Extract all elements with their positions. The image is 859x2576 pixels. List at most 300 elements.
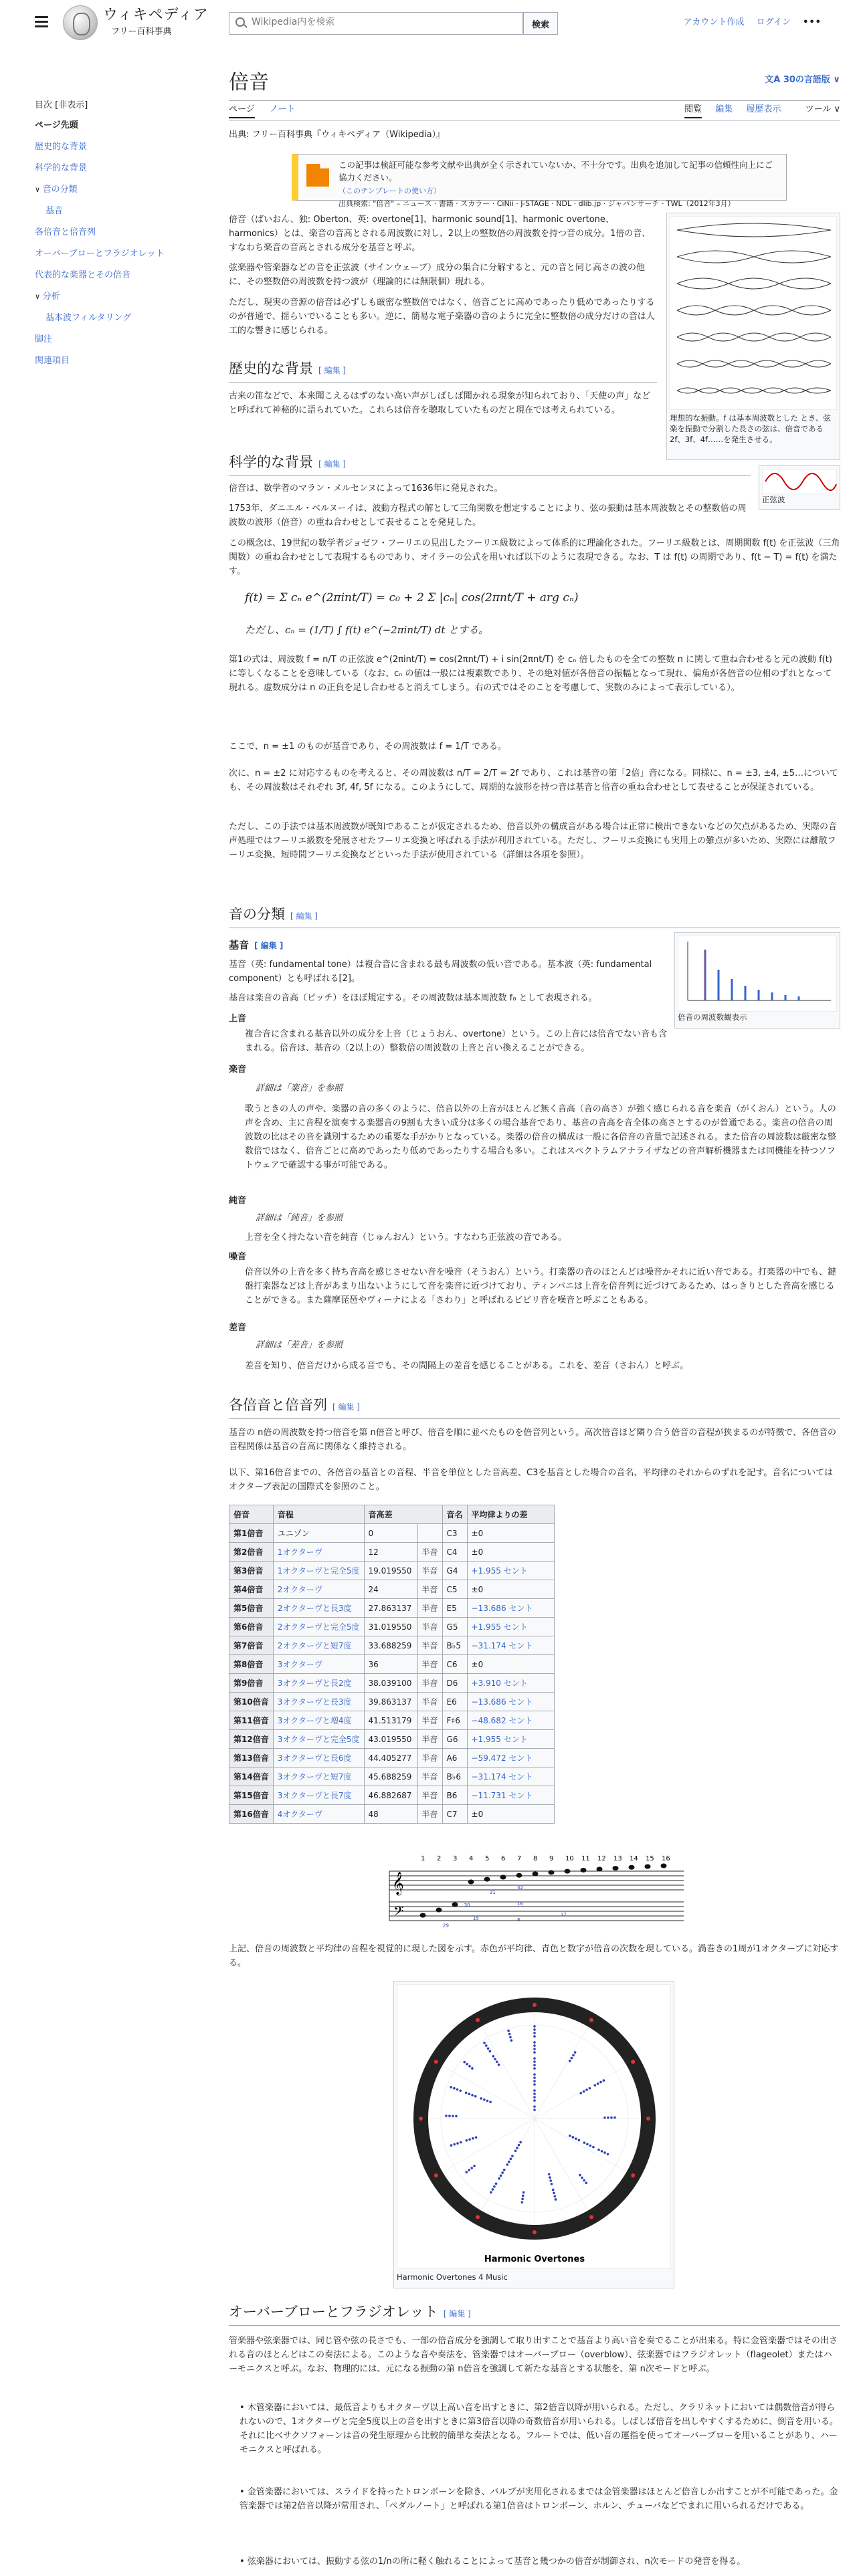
tab-note[interactable]: ノート [269,104,296,114]
toc-item-notes[interactable]: 脚注 [35,334,53,344]
edit-link[interactable]: [ 編集 ] [443,2309,471,2319]
harmonic-dot [483,2042,486,2044]
harmonic-dot [533,2057,536,2060]
table-header: 平均律よりの差 [467,1505,554,1524]
harmonic-number: 2 [437,1855,442,1862]
harmonic-label: 17 [560,1912,567,1918]
equal-temperament-mark [589,2018,593,2022]
harmonic-dot [569,2135,571,2137]
table-row [229,1693,555,1711]
harmonic-number: 8 [533,1855,538,1862]
harmonic-dot [589,2145,592,2147]
harmonic-circle-image[interactable] [397,1984,671,2269]
harmonic-dot [511,2155,514,2157]
harmonic-dot [603,2117,606,2119]
harmonic-dot [533,2083,536,2086]
harmonic-dot [485,2044,488,2047]
score-note [581,1868,587,1872]
harmonic-dot [522,2191,525,2194]
from-note: 出典: フリー百科事典『ウィキペディア（Wikipedia）』 [229,130,446,140]
score-note [645,1864,651,1869]
table-cell[interactable]: +1.955 セント [467,1562,554,1580]
tab-edit[interactable]: 編集 [715,104,733,114]
table-cell[interactable]: 3オクターヴと長2度 [273,1674,364,1693]
table-header: 音名 [442,1505,467,1524]
table-cell: 第7倍音 [229,1636,274,1655]
spectrum-image[interactable] [678,936,837,1012]
harmonic-dot [553,2195,556,2197]
table-row [229,1674,555,1693]
table-cell: 43.019550 [364,1730,417,1749]
harmonic-number: 7 [517,1855,522,1862]
pitch-ray [443,2066,535,2119]
science-paragraph-5: ここで、n = ±1 のものが基音であり、その周波数は f = 1/T である。 [229,742,507,752]
harmonic-dot [581,2177,583,2179]
difference-text: 差音を知り、倍音だけから成る音でも、その間隔上の差音を感じることがある。これを、差音（さおん）と呼ぶ。 [245,1361,689,1371]
score-note [420,1913,426,1918]
pitch-ray [535,2119,587,2210]
harmonic-dot [465,2171,468,2173]
harmonic-dot [510,2157,512,2160]
score-note [533,1872,539,1876]
harmonic-dot [549,2176,551,2179]
table-row [229,1730,555,1749]
table-cell: C4 [442,1543,467,1562]
harmonic-dot [468,2092,471,2095]
table-cell[interactable]: 2オクターヴ [273,1580,364,1599]
table-cell: C6 [442,1655,467,1674]
table-cell[interactable]: −31.174 セント [467,1636,554,1655]
table-cell: ±0 [467,1543,554,1562]
toc-item-analysis[interactable]: ∨ 分析 [35,290,182,311]
harmonic-dot [445,2115,448,2117]
table-cell[interactable]: +1.955 セント [467,1730,554,1749]
table-cell[interactable]: 3オクターヴ [273,1655,364,1674]
table-cell: E5 [442,1599,467,1618]
table-cell: 半音 [417,1543,442,1562]
table-cell[interactable]: 4オクターヴ [273,1805,364,1824]
table-cell: 第12倍音 [229,1730,274,1749]
score-note [452,1903,458,1907]
harmonic-dot [552,2189,555,2191]
harmonic-number: 10 [565,1855,574,1862]
harmonic-dot [475,2136,478,2139]
sine-wave-image[interactable] [762,469,837,494]
harmonic-dot [450,2144,453,2147]
tab-page[interactable]: ページ [229,104,255,118]
table-row [229,1599,555,1618]
harmonic-number: 4 [469,1855,474,1862]
table-row [229,1636,555,1655]
figure-caption: 正弦波 [762,495,785,504]
table-cell[interactable]: 1オクターヴと完全5度 [273,1562,364,1580]
table-cell: F♯6 [442,1711,467,1730]
harmonic-dot [518,2144,520,2147]
view-tabs [674,103,840,117]
hatnote-difference: 詳細は「差音」を参照 [256,1340,343,1350]
divider [229,120,840,121]
term-noise: 噪音 [229,1252,247,1262]
table-cell: 第8倍音 [229,1655,274,1674]
harmonic-dot [594,2084,597,2086]
more-options-icon[interactable]: ••• [803,17,822,27]
harmonic-dot [585,2181,587,2184]
table-cell: 第9倍音 [229,1674,274,1693]
table-row [229,1562,555,1580]
string-modes-image[interactable] [670,216,837,410]
harmonic-dot [456,2088,459,2091]
toc-item-related[interactable]: 関連項目 [35,355,70,366]
table-cell: D6 [442,1674,467,1693]
table-cell: 第16倍音 [229,1805,274,1824]
harmonic-dot [503,2169,506,2171]
harmonic-number: 3 [453,1855,458,1862]
treble-clef-icon: 𝄞 [392,1872,404,1895]
table-cell[interactable]: −59.472 セント [467,1749,554,1767]
harmonic-dot [486,2100,489,2103]
score-note [436,1908,442,1913]
figure-caption: 理想的な振動。f は基本周波数とした とき、弦楽を振動で分割した長さの弦は、倍音である2f、3f、4f……を発生させる。 [670,413,831,444]
table-cell: 31.019550 [364,1618,417,1636]
harmonic-dot [597,2082,599,2085]
pitch-ray [535,2027,587,2119]
harmonic-dot [607,2117,609,2119]
table-header: 音高差 [364,1505,442,1524]
table-cell: 44.405277 [364,1749,417,1767]
table-cell[interactable]: 3オクターヴと増4度 [273,1711,364,1730]
table-cell[interactable]: 3オクターヴと長7度 [273,1786,364,1805]
toc-item-instruments[interactable]: 代表的な楽器とその倍音 [35,270,131,280]
string-vibration-figure [666,213,840,460]
harmonic-dot [489,2050,492,2053]
table-row [229,1543,555,1562]
table-cell: 27.863137 [364,1599,417,1618]
equal-temperament-mark [631,2173,635,2177]
overblow-bullet-string: • 弦楽器においては、振動する弦の1/nの所に軽く触れることによって基音と幾つかの倍音が制御され、n次モードの発音を得る。 [240,2557,746,2567]
toc-item-top[interactable]: ページ先頭 [35,120,78,130]
table-cell[interactable]: 3オクターヴと完全5度 [273,1730,364,1749]
table-cell: 半音 [417,1674,442,1693]
edit-link[interactable]: [ 編集 ] [318,366,346,375]
equal-temperament-mark [533,2003,537,2007]
noise-text: 倍音以外の上音を多く持ち音高を感じさせない音を噪音（そうおん）という。打楽器の音のほとんどは噪音かそれに近い音である。打楽器の中でも、鍵盤打楽器などは上音があまり出ないようにして音を楽音に近づけており、ティンパニは上音を倍音列に近づけてあるため、はっきりとした音高を感じることができる。また薩摩琵琶やヴィーナによる「さわり」と呼ばれるビビリ音を噪音と呼ぶこともある。 [245,1267,837,1305]
science-paragraph-3: この概念は、19世紀の数学者ジョゼフ・フーリエの見出したフーリエ級数によって体系的に理論化された。フーリエ級数とは、周期関数 f(t) を正弦波（三角関数）の重ね合わせとして表現するものであり、オイラーの公式を用いれば以下のように表現できる。なお、T は f(t) の周期であり、f(t − T) = f(t) を満たす。 [229,538,840,576]
harmonic-number: 9 [549,1855,554,1862]
harmonic-label: 31 [489,1890,496,1896]
harmonic-table [229,1505,555,1824]
science-paragraph-1: 倍音は、数学者のマラン・メルセンヌによって1636年に発見された。 [229,484,503,494]
harmonic-circle-figure [393,1981,674,2288]
toc-title[interactable]: 目次 [非表示] [35,100,88,110]
series-paragraph-2: 以下、第16倍音までの、各倍音の基音との音程、半音を単位とした音高差、C3を基音とした場合の音名、平均律のそれからのずれを記す。音名についてはオクターブ表記の国際式を参照のこと。 [229,1468,834,1492]
harmonic-dot [551,2183,553,2185]
table-cell: 半音 [417,1580,442,1599]
table-cell: 第3倍音 [229,1562,274,1580]
table-cell: 半音 [417,1562,442,1580]
table-cell: 半音 [417,1767,442,1786]
harmonic-dot [516,2147,518,2149]
figure-caption: 倍音の周波数観表示 [678,1012,747,1022]
overblow-bullet-woodwind: • 木管楽器においては、最低音よりもオクターヴ以上高い音を出すときに、第2倍音以降が用いられる。ただし、クラリネットにおいては偶数倍音が得られないので、1オクターヴと完全5度以上の音を出すときに第3倍音以降の奇数倍音が用いられる。しばしば倍音を出しやすくするために、倒音を用いる。それに比べサクソフォーンは音の発生原理から比較的簡単な奏法となる。フルートでは、低い音の運指を使ってオーバーブローを用いることがあり、ハーモニクスと呼ばれる。 [240,2403,839,2455]
table-cell: B♭5 [442,1636,467,1655]
harmonic-dot [522,2194,524,2197]
equal-temperament-mark [476,2018,480,2022]
harmonic-dot [450,2086,452,2088]
table-cell: 36 [364,1655,417,1674]
table-cell: 第4倍音 [229,1580,274,1599]
edit-link[interactable]: [ 編集 ] [254,941,284,950]
harmonic-dot [455,2115,458,2118]
table-cell: 45.688259 [364,1767,417,1786]
wikipedia-logo-icon[interactable] [63,5,98,40]
search-input[interactable] [252,17,506,27]
table-row [229,1786,555,1805]
table-cell: A6 [442,1749,467,1767]
term-music: 楽音 [229,1065,247,1075]
equal-temperament-mark [434,2173,438,2177]
tagline: フリー百科事典 [111,27,172,37]
toc-item-fundamental[interactable]: 基音 [45,205,64,216]
harmonic-dot [548,2173,551,2175]
section-heading-series: 各倍音と倍音列 [ 編集 ] [229,1395,840,1419]
template-usage-link[interactable]: （このテンプレートの使い方） [339,187,442,195]
harmonic-dot [533,2109,536,2111]
harmonic-dot [599,2081,602,2084]
upper-text: 複合音に含まれる基音以外の成分を上音（じょうおん、overtone）という。この上音には倍音でない音も含まれる。倍音は、基音の（2以上の）整数倍の周波数の上音と言い換えることができる。 [245,1029,668,1053]
table-cell: ユニゾン [273,1524,364,1543]
history-paragraph: 古来の笛などで、本来聞こえるはずのない高い声がしばしば聞かれる現象が知られており、「天使の声」などと呼ばれて神秘的に語られていた。これらは倍音を聴取していたものだと現在では考えられている。 [229,391,651,415]
harmonic-dot [603,2151,606,2154]
edit-link[interactable]: [ 編集 ] [332,1402,360,1412]
harmonic-number: 13 [613,1855,622,1862]
harmonic-dot [498,2064,500,2066]
table-cell: 半音 [417,1711,442,1730]
search-button[interactable]: 検索 [523,12,558,35]
harmonic-dot [494,2058,496,2060]
table-cell: 第2倍音 [229,1543,274,1562]
score-note [500,1874,506,1879]
table-cell: ±0 [467,1580,554,1599]
table-cell: 39.863137 [364,1693,417,1711]
harmonic-dot [533,2048,536,2050]
intro-paragraph-2: 弦楽器や管楽器などの音を正弦波（サインウェーブ）成分の集合に分解すると、元の音と同じ高さの波の他に、その整数倍の周波数を持つ波が（理論的には無限個）現れる。 [229,263,646,287]
harmonic-dot [473,2165,476,2167]
harmonic-dot [553,2192,555,2195]
maintenance-notice [292,154,787,208]
harmonic-dot [597,2149,600,2151]
harmonic-dot [533,2028,536,2031]
table-cell[interactable]: 3オクターヴと長6度 [273,1749,364,1767]
harmonic-dot [489,2101,492,2103]
table-cell[interactable]: 2オクターヴと短7度 [273,1636,364,1655]
harmonic-dot [583,2141,586,2144]
harmonic-dot [506,2163,508,2166]
tab-read[interactable]: 閲覧 [684,104,702,118]
harmonic-dot [466,2063,468,2066]
table-cell[interactable]: −13.686 セント [467,1599,554,1618]
language-button[interactable]: 文A 30の言語版 ∨ [765,75,840,85]
harmonic-dot [569,2060,571,2062]
table-cell: 半音 [417,1749,442,1767]
toc-item-classification[interactable]: ∨ 音の分類 [35,183,182,204]
equal-temperament-mark [476,2215,480,2219]
table-cell[interactable]: 2オクターヴと完全5度 [273,1618,364,1636]
score-note [613,1866,619,1870]
harmonic-number: 5 [485,1855,490,1862]
harmonic-dot [533,2092,536,2095]
harmonic-dot [533,2073,536,2076]
tab-tools[interactable]: ツール ∨ [805,104,840,114]
fundamental-paragraph-1: 基音（英: fundamental tone）は複合音に含まれる最も周波数の低い音である。基本波（英: fundamental component）とも呼ばれる[2]。 [229,960,652,984]
table-cell[interactable]: +1.955 セント [467,1618,554,1636]
table-cell[interactable]: −31.174 セント [467,1767,554,1786]
harmonic-dot [586,2143,589,2146]
harmonic-dot [510,2039,513,2042]
harmonic-series-score[interactable] [383,1851,690,1931]
harmonic-dot [452,2115,454,2117]
table-cell: 46.882687 [364,1786,417,1805]
harmonic-number: 11 [581,1855,590,1862]
toc-item-filtering[interactable]: 基本波フィルタリング [45,312,132,323]
harmonic-dot [501,2171,504,2174]
harmonic-label: 15 [472,1916,479,1922]
table-cell: G5 [442,1618,467,1636]
table-cell: 半音 [417,1599,442,1618]
table-cell[interactable]: +3.910 セント [467,1674,554,1693]
table-cell: 半音 [417,1618,442,1636]
term-difference: 差音 [229,1323,247,1333]
namespace-tabs [229,103,308,117]
table-cell[interactable]: 2オクターヴと長3度 [273,1599,364,1618]
harmonic-dot [533,2032,536,2034]
harmonic-dot [533,2080,536,2082]
pitch-ray [535,2119,626,2171]
table-cell[interactable]: 3オクターヴと短7度 [273,1767,364,1786]
harmonic-dot [579,2174,581,2177]
main-menu-icon[interactable] [35,16,48,27]
harmonic-dot [613,2117,616,2119]
table-cell: 第5倍音 [229,1599,274,1618]
equal-temperament-mark [533,2230,537,2234]
table-row [229,1711,555,1730]
equal-temperament-mark [589,2215,593,2219]
fundamental-paragraph-2: 基音は楽音の音高（ピッチ）をほぼ規定する。その周波数は基本周波数 f₀ として表現される。 [229,993,597,1003]
score-note [484,1877,490,1882]
table-cell [417,1524,442,1543]
harmonic-dot [555,2198,557,2201]
equal-temperament-mark [646,2117,650,2121]
site-header [0,0,859,48]
toc-item-history[interactable]: 歴史的な背景 [35,141,88,152]
harmonic-dot [509,2036,512,2039]
harmonic-dot [459,2089,462,2092]
table-cell: B6 [442,1786,467,1805]
pitch-ray [482,2027,535,2119]
section-heading-classification: 音の分類 [ 編集 ] [229,904,840,928]
harmonic-dot [472,2137,474,2140]
table-row [229,1655,555,1674]
table-of-contents [35,99,182,375]
table-cell[interactable]: 1オクターヴ [273,1543,364,1562]
equal-temperament-mark [631,2060,635,2064]
harmonic-dot [533,2105,536,2108]
bass-clef-icon: 𝄢 [393,1903,404,1922]
table-header: 音程 [273,1505,364,1524]
harmonic-dot [456,2142,459,2145]
harmonic-label: 29 [442,1923,449,1929]
harmonic-dot [495,2183,498,2185]
toc-item-overblow[interactable]: オーバーブローとフラジオレット [35,248,165,259]
table-cell: 半音 [417,1786,442,1805]
table-cell: B♭6 [442,1767,467,1786]
harmonic-dot [453,2087,456,2090]
table-cell: 第13倍音 [229,1749,274,1767]
harmonic-dot [533,2064,536,2066]
table-cell[interactable]: −11.731 セント [467,1786,554,1805]
harmonic-dot [533,2051,536,2054]
harmonic-dot [498,2177,500,2180]
pure-text: 上音を全く持たない音を純音（じゅんおん）という。すなわち正弦波の音である。 [245,1232,567,1243]
table-cell[interactable]: −13.686 セント [467,1693,554,1711]
wordmark[interactable]: ウィキペディア [103,7,209,23]
harmonic-dot [480,2097,482,2100]
science-paragraph-6: 次に、n = ±2 に対応するものを考えると、その周波数は n/T = 2/T = 2f であり、これは基音の第「2倍」音になる。同様に、n = ±3, ±4, ±5…についても、その周波数はそれぞれ 3f, 4f, 5f になる。このようにして、周期的な波形を持つ音は基音と倍音の重ね合わせとして表せることが保証されている。 [229,768,838,792]
spectrum-figure [674,932,840,1029]
harmonic-dot [601,2150,603,2153]
table-cell[interactable]: −48.682 セント [467,1711,554,1730]
harmonic-dot [468,2138,471,2141]
user-links [674,16,822,30]
harmonic-dot [533,2099,536,2102]
term-pure: 純音 [229,1196,247,1206]
harmonic-dot [533,2044,536,2047]
table-cell: 12 [364,1543,417,1562]
harmonic-dot [533,2096,536,2099]
tab-history[interactable]: 履歴表示 [746,104,781,114]
table-cell[interactable]: 3オクターヴと長3度 [273,1693,364,1711]
table-cell: C7 [442,1805,467,1824]
harmonic-label: 8 [517,1917,520,1923]
table-cell: 0 [364,1524,417,1543]
harmonic-dot [533,2041,536,2044]
notice-text: この記事は検証可能な参考文献や出典が全く示されていないか、不十分です。出典を追加して記事の信頼性向上にご協力ください。 [339,160,773,183]
table-header: 倍音 [229,1505,274,1524]
hatnote-music: 詳細は「楽音」を参照 [256,1083,343,1093]
edit-link[interactable]: [ 編集 ] [290,911,318,921]
edit-link[interactable]: [ 編集 ] [318,459,346,469]
harmonic-dot [575,2137,577,2140]
harmonic-dot [508,2161,510,2163]
table-row [229,1618,555,1636]
harmonic-dot [603,2079,605,2082]
toc-item-series[interactable]: 各倍音と倍音列 [35,227,96,237]
toc-item-science[interactable]: 科学的な背景 [35,163,88,173]
harmonic-dot [533,2025,536,2028]
table-row [229,1805,555,1824]
harmonic-dot [460,2141,462,2144]
search-icon [235,17,245,27]
harmonic-dot [508,2033,511,2036]
table-cell: 第15倍音 [229,1786,274,1805]
login-link[interactable]: ログイン [756,17,791,27]
table-cell: 第11倍音 [229,1711,274,1730]
harmonic-dot [583,2179,585,2182]
score-note [468,1880,474,1885]
harmonic-dot [493,2185,496,2188]
create-account-link[interactable]: アカウント作成 [683,17,745,27]
table-cell: ±0 [467,1655,554,1674]
table-cell: 半音 [417,1730,442,1749]
